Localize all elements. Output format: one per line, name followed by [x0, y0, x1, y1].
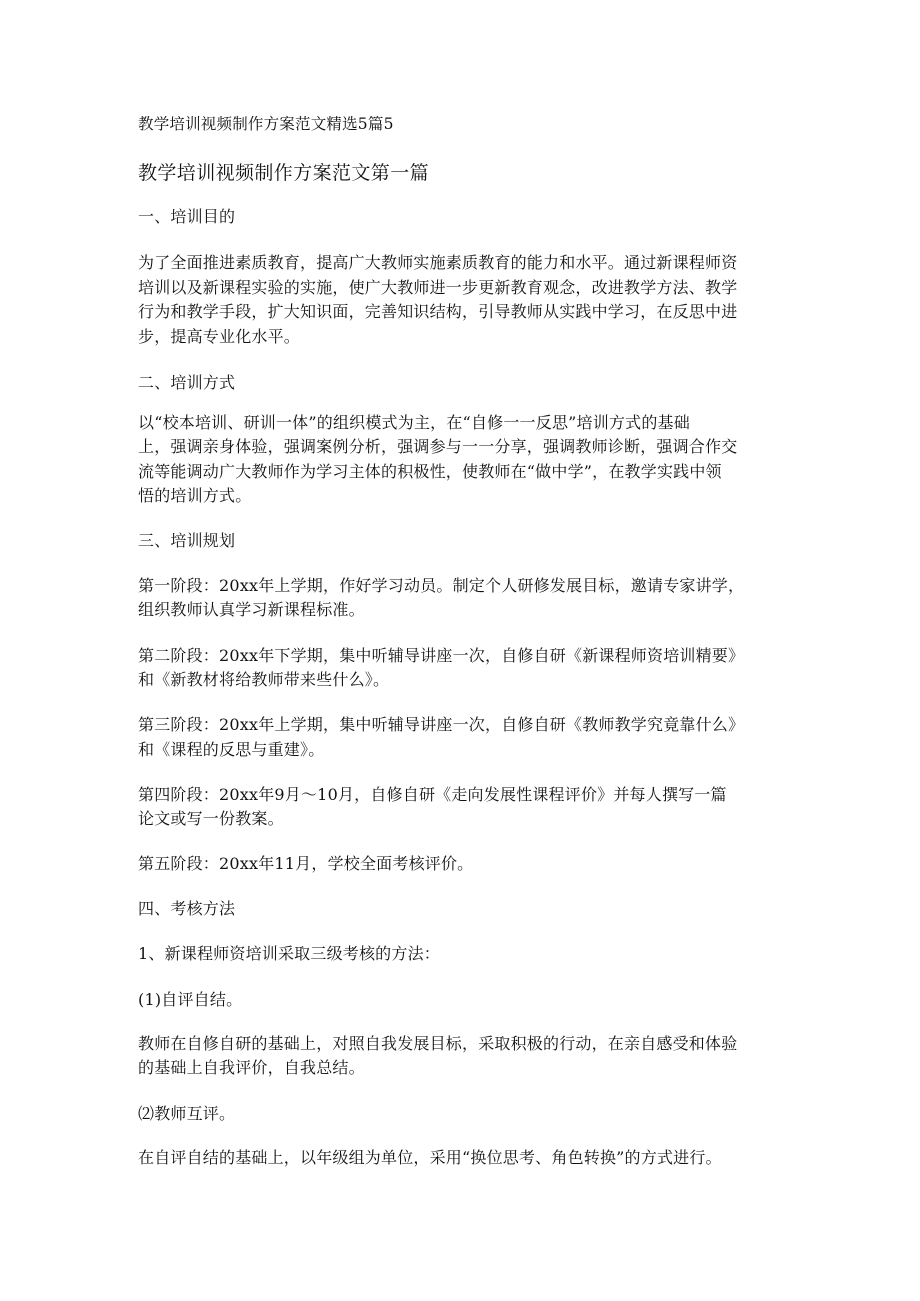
section-title: 教学培训视频制作方案范文第一篇 — [138, 162, 430, 184]
paragraph-line: 第二阶段：20xx年下学期，集中听辅导讲座一次，自修自研《新课程师资培训精要》 — [138, 646, 745, 665]
paragraph-line: 步，提高专业化水平。 — [138, 327, 301, 346]
paragraph-line: 论文或写一份教案。 — [138, 809, 284, 828]
paragraph-line: 悟的培训方式。 — [138, 486, 252, 505]
paragraph-line: 的基础上自我评价，自我总结。 — [138, 1058, 365, 1077]
paragraph-line: 培训以及新课程实验的实施，使广大教师进一步更新教育观念，改进教学方法、教学 — [138, 278, 738, 297]
heading-training-purpose: 一、培训目的 — [138, 207, 236, 226]
paragraph-line: 第一阶段：20xx年上学期，作好学习动员。制定个人研修发展目标，邀请专家讲学， — [138, 576, 745, 595]
paragraph-line: 1、新课程师资培训采取三级考核的方法： — [138, 944, 440, 963]
paragraph-line: 行为和教学手段，扩大知识面，完善知识结构，引导教师从实践中学习，在反思中进 — [138, 302, 738, 321]
subheading-self-evaluation: (1)自评自结。 — [138, 990, 243, 1009]
heading-training-method: 二、培训方式 — [138, 373, 236, 392]
subheading-peer-evaluation: ⑵教师互评。 — [138, 1104, 236, 1123]
paragraph-line: 流等能调动广大教师作为学习主体的积极性，使教师在“做中学”，在教学实践中领 — [138, 462, 722, 481]
paragraph-line: 第三阶段：20xx年上学期，集中听辅导讲座一次，自修自研《教师教学究竟靠什么》 — [138, 715, 745, 734]
paragraph-line: 教师在自修自研的基础上，对照自我发展目标，采取积极的行动，在亲自感受和体验 — [138, 1034, 738, 1053]
paragraph-line: 上，强调亲身体验，强调案例分析，强调参与一一分享，强调教师诊断，强调合作交 — [138, 437, 738, 456]
paragraph-line: 为了全面推进素质教育，提高广大教师实施素质教育的能力和水平。通过新课程师资 — [138, 253, 738, 272]
heading-training-plan: 三、培训规划 — [138, 531, 236, 550]
paragraph-line: 第五阶段：20xx年11月，学校全面考核评价。 — [138, 854, 474, 873]
paragraph-line: 在自评自结的基础上，以年级组为单位，采用“换位思考、角色转换”的方式进行。 — [138, 1148, 722, 1167]
paragraph-line: 组织教师认真学习新课程标准。 — [138, 600, 365, 619]
paragraph-line: 和《课程的反思与重建》。 — [138, 740, 325, 759]
paragraph-line: 第四阶段：20xx年9月～10月，自修自研《走向发展性课程评价》并每人撰写一篇 — [138, 785, 727, 804]
heading-assessment-method: 四、考核方法 — [138, 899, 236, 918]
paragraph-line: 和《新教材将给教师带来些什么》。 — [138, 670, 390, 689]
document-title: 教学培训视频制作方案范文精选5篇5 — [138, 115, 394, 133]
paragraph-line: 以“校本培训、研训一体”的组织模式为主，在“自修一一反思”培训方式的基础 — [138, 413, 690, 432]
